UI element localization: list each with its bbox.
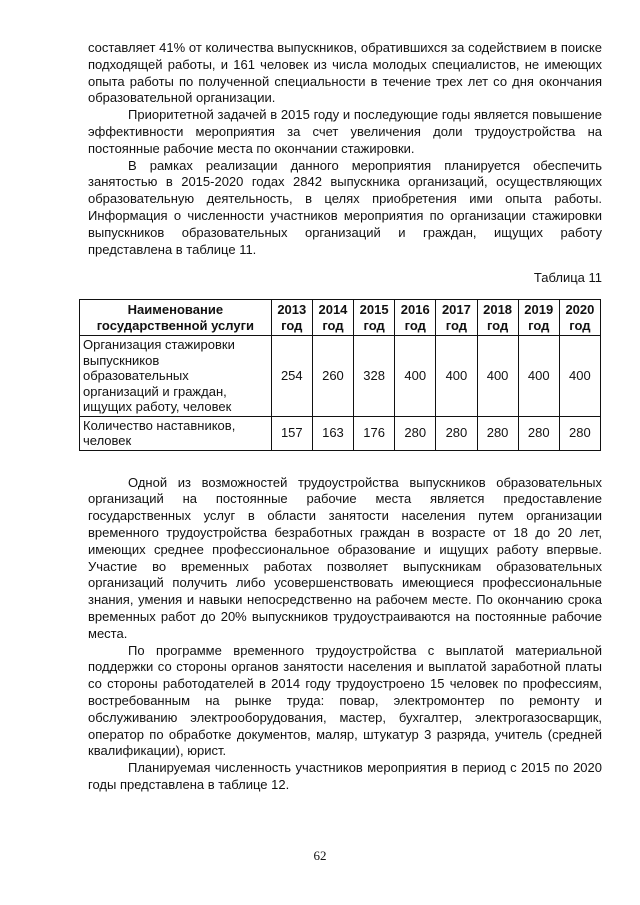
header-service-name: Наименование государственной услуги bbox=[80, 300, 272, 336]
row-label: Количество наставников, человек bbox=[80, 416, 272, 450]
table-cell: 163 bbox=[312, 416, 353, 450]
paragraph-program: По программе временного трудоустройства с выплатой материальной поддержки со стороны органов занятости населения и выплатой заработной платы со стороны работодателей в 2014 году трудоустроено 15 человек по профессиям, востребованным на рынке труда: повар, электромонтер по ремонту и обслуживанию электрооборудования, мастер, бухгалтер, электрогазосварщик, оператор по обработке документов, маляр, штукатур 3 разряда, учитель (средней квалификации), юрист. bbox=[88, 642, 602, 759]
table-cell: 400 bbox=[518, 336, 559, 417]
table-cell: 400 bbox=[395, 336, 436, 417]
table-caption: Таблица 11 bbox=[533, 270, 602, 286]
header-year: 2014 год bbox=[312, 300, 353, 336]
table-header-row bbox=[80, 300, 601, 336]
header-year: 2013 год bbox=[271, 300, 312, 336]
table-cell: 280 bbox=[518, 416, 559, 450]
header-year: 2018 год bbox=[477, 300, 518, 336]
page-number: 62 bbox=[313, 848, 327, 863]
spacer bbox=[88, 451, 602, 475]
paragraph-plan: В рамках реализации данного мероприятия планируется обеспечить занятостью в 2015-2020 годах 2842 выпускника организаций, осуществляющих образовательную деятельность, в целях приобретения ими опыта работы. Информация о численности участников мероприятия по организации стажировки выпускников образовательных организаций и граждан, ищущих работу представлена в таблице 11. bbox=[88, 157, 602, 257]
row-label: Организация стажировки выпускников образовательных организаций и граждан, ищущих работу, человек bbox=[80, 336, 272, 417]
paragraph-planned: Планируемая численность участников мероприятия в период с 2015 по 2020 годы представлена в таблице 12. bbox=[88, 760, 602, 792]
table-cell: 254 bbox=[271, 336, 312, 417]
paragraph-intro: составляет 41% от количества выпускников, обратившихся за содействием в поиске подходящей работы, и 161 человек из числа молодых специалистов, не имеющих опыта работы по полученной специальности в течение трех лет со дня окончания образовательной организации. bbox=[88, 40, 602, 106]
table-cell: 280 bbox=[477, 416, 518, 450]
header-year: 2017 год bbox=[436, 300, 477, 336]
table-cell: 280 bbox=[395, 416, 436, 450]
paragraph-temporary-work: Одной из возможностей трудоустройства выпускников образовательных организаций на постоянные рабочие места является предоставление государственных услуг в области занятости населения путем организации временного трудоустройства безработных граждан в возрасте от 18 до 20 лет, имеющих среднее профессиональное образование и ищущих работу впервые. Участие во временных работах позволяет выпускникам образовательных организаций получить либо усовершенствовать имеющиеся профессиональные знания, умения и навыки непосредственно на рабочем месте. По окончанию срока временных работ до 20% выпускников трудоустраиваются на постоянные рабочие места. bbox=[88, 474, 602, 641]
table-cell: 400 bbox=[477, 336, 518, 417]
table-cell: 157 bbox=[271, 416, 312, 450]
table-cell: 280 bbox=[436, 416, 477, 450]
table-cell: 400 bbox=[436, 336, 477, 417]
header-year: 2020 год bbox=[559, 300, 600, 336]
document-page bbox=[83, 40, 602, 794]
header-year: 2015 год bbox=[354, 300, 395, 336]
paragraph-priority: Приоритетной задачей в 2015 году и последующие годы является повышение эффективности мероприятия за счет увеличения доли трудоустройства на постоянные рабочие места по окончании стажировки. bbox=[88, 107, 602, 156]
table-row bbox=[80, 416, 601, 450]
table-cell: 176 bbox=[354, 416, 395, 450]
header-year: 2016 год bbox=[395, 300, 436, 336]
table-11 bbox=[79, 299, 601, 451]
table-row bbox=[80, 336, 601, 417]
header-year: 2019 год bbox=[518, 300, 559, 336]
table-cell: 260 bbox=[312, 336, 353, 417]
table-cell: 328 bbox=[354, 336, 395, 417]
table-cell: 280 bbox=[559, 416, 600, 450]
table-cell: 400 bbox=[559, 336, 600, 417]
